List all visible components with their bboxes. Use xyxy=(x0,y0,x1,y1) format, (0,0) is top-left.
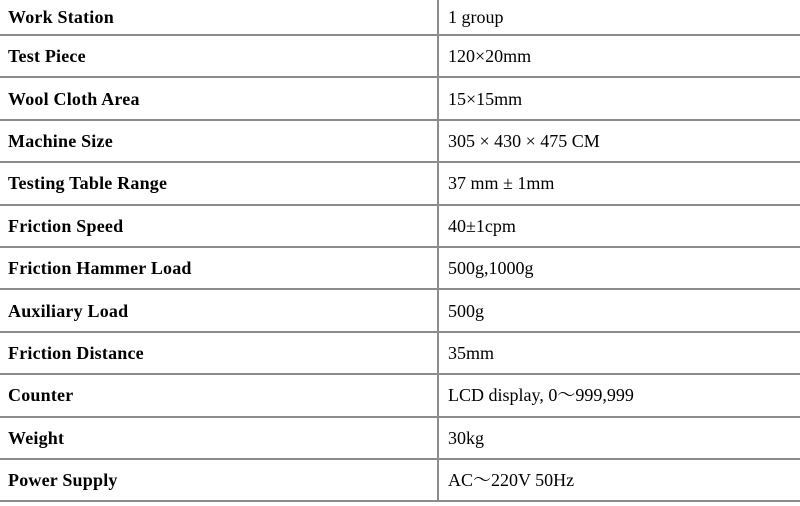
spec-value: 500g xyxy=(448,300,484,321)
table-row xyxy=(0,121,800,163)
spec-value: 120×20mm xyxy=(448,46,532,67)
spec-label: Friction Hammer Load xyxy=(0,248,439,288)
spec-label: Auxiliary Load xyxy=(0,290,439,330)
table-row xyxy=(0,206,800,248)
table-row xyxy=(0,290,800,332)
spec-label: Friction Speed xyxy=(0,206,439,246)
spec-label: Counter xyxy=(0,375,439,415)
spec-value: 40±1cpm xyxy=(448,215,516,236)
table-row xyxy=(0,36,800,78)
spec-value: 15×15mm xyxy=(448,88,523,109)
spec-value: 305 × 430 × 475 CM xyxy=(448,130,600,151)
spec-value: 35mm xyxy=(448,342,495,363)
table-row xyxy=(0,418,800,460)
table-row xyxy=(0,163,800,205)
table-row xyxy=(0,375,800,417)
table-row xyxy=(0,333,800,375)
spec-value: LCD display, 0～999,999 xyxy=(448,385,634,406)
spec-label: Testing Table Range xyxy=(0,163,439,203)
table-row xyxy=(0,248,800,290)
spec-label: Power Supply xyxy=(0,460,439,500)
spec-value: 30kg xyxy=(448,427,484,448)
table-row xyxy=(0,78,800,120)
spec-value: 1 group xyxy=(448,7,504,27)
spec-value: AC～220V 50Hz xyxy=(448,470,575,491)
spec-label: Machine Size xyxy=(0,121,439,161)
spec-label: Test Piece xyxy=(0,36,439,76)
spec-label: Friction Distance xyxy=(0,333,439,373)
table-row xyxy=(0,0,800,36)
spec-value: 500g,1000g xyxy=(448,258,534,279)
spec-label: Weight xyxy=(0,418,439,458)
spec-label: Work Station xyxy=(0,0,439,34)
table-row xyxy=(0,460,800,502)
spec-value: 37 mm ± 1mm xyxy=(448,173,555,194)
spec-label: Wool Cloth Area xyxy=(0,78,439,118)
